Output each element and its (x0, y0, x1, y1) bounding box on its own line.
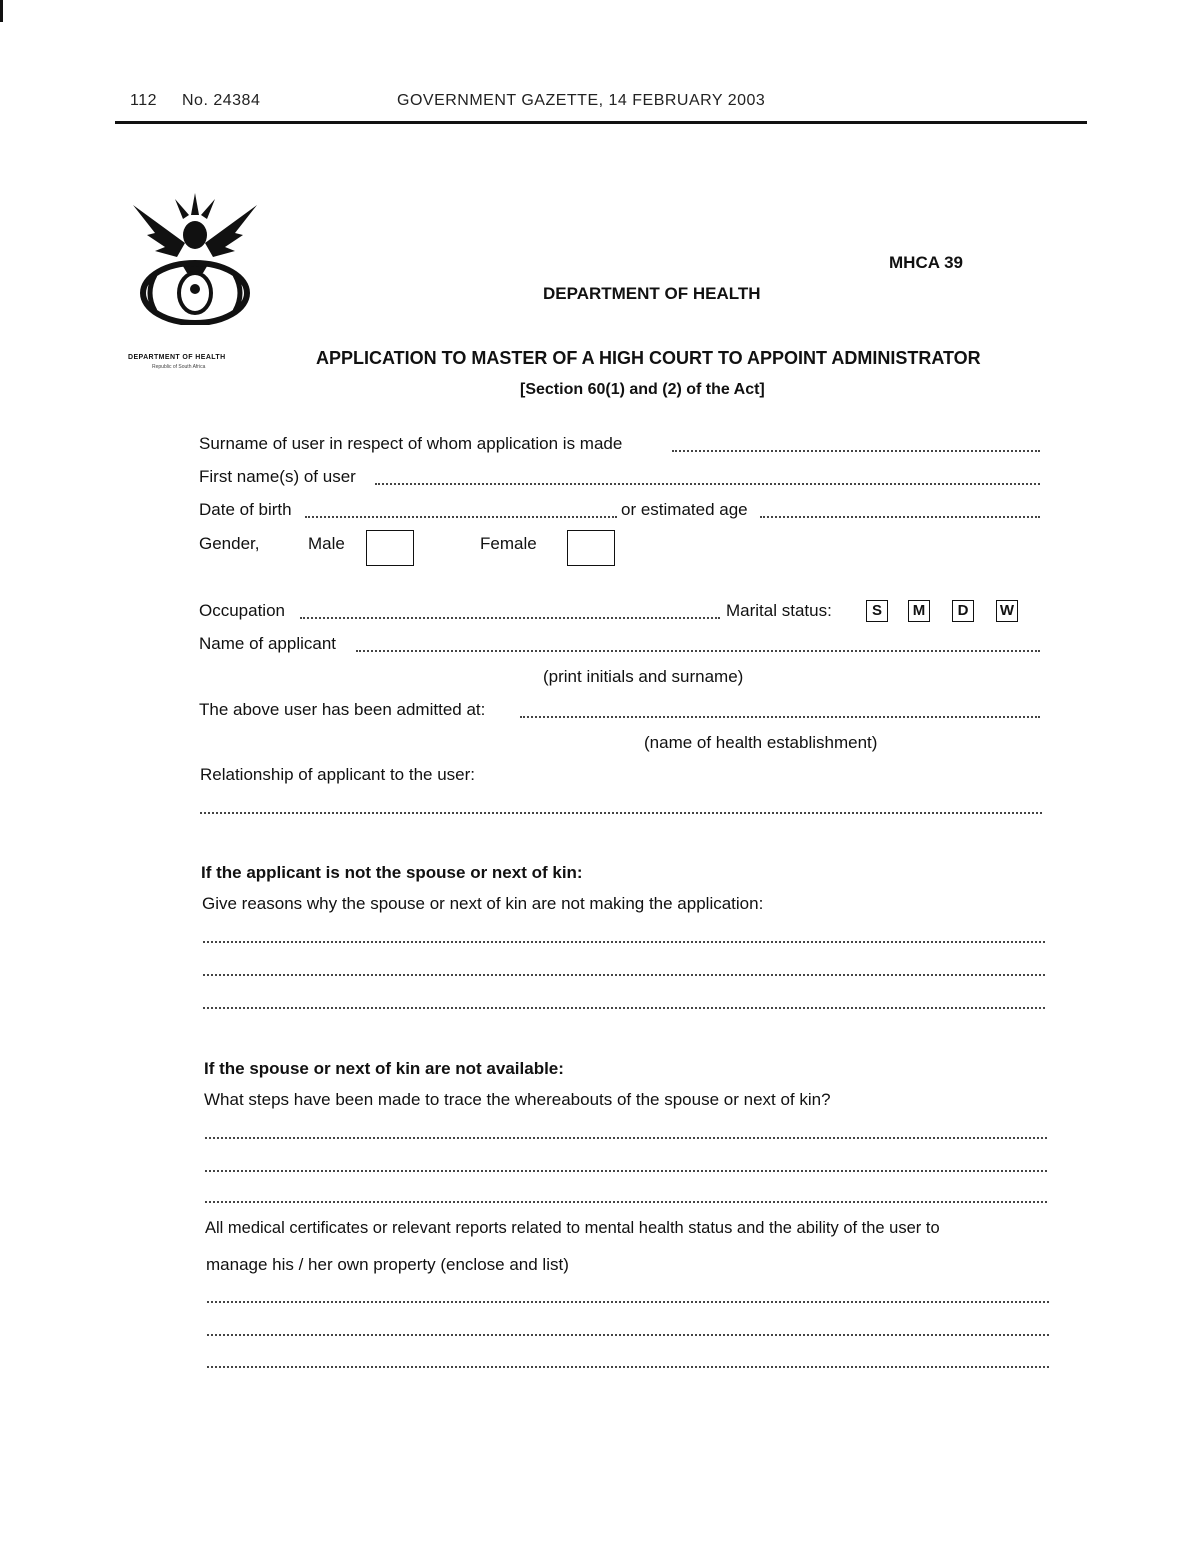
form-subtitle: [Section 60(1) and (2) of the Act] (520, 381, 765, 398)
not-available-heading: If the spouse or next of kin are not available: (204, 1059, 564, 1078)
admitted-at-label: The above user has been admitted at: (199, 700, 486, 719)
male-checkbox[interactable] (366, 530, 414, 566)
female-label: Female (480, 534, 537, 553)
applicant-name-field[interactable] (356, 650, 1040, 652)
surname-field[interactable] (672, 450, 1040, 452)
not-available-question: What steps have been made to trace the whereabouts of the spouse or next of kin? (204, 1090, 831, 1109)
certificates-text-line-2: manage his / her own property (enclose and list) (206, 1255, 569, 1274)
dob-label: Date of birth (199, 500, 292, 519)
admitted-at-field[interactable] (520, 716, 1040, 718)
gazette-page-number: 112 (130, 92, 158, 109)
relationship-field[interactable] (200, 812, 1042, 814)
form-code: MHCA 39 (889, 253, 963, 272)
marital-status-label: Marital status: (726, 601, 832, 620)
coat-of-arms-logo (125, 185, 265, 325)
scan-edge-mark (0, 0, 3, 22)
applicant-name-label: Name of applicant (199, 634, 337, 653)
not-available-answer-line-2[interactable] (205, 1170, 1047, 1172)
not-spouse-answer-line-1[interactable] (203, 941, 1045, 943)
form-title: APPLICATION TO MASTER OF A HIGH COURT TO APPOINT ADMINISTRATOR (316, 348, 981, 368)
occupation-label: Occupation (199, 601, 285, 620)
admitted-at-hint: (name of health establishment) (644, 733, 878, 752)
estimated-age-label: or estimated age (621, 500, 748, 519)
logo-caption: DEPARTMENT OF HEALTH (128, 354, 226, 361)
department-heading: DEPARTMENT OF HEALTH (543, 284, 761, 303)
not-spouse-answer-line-3[interactable] (203, 1007, 1045, 1009)
not-spouse-answer-line-2[interactable] (203, 974, 1045, 976)
certificates-text-line-1: All medical certificates or relevant reports related to mental health status and the ability of the user to (205, 1219, 940, 1237)
not-spouse-heading: If the applicant is not the spouse or next of kin: (201, 863, 583, 882)
gender-label: Gender, (199, 534, 260, 553)
applicant-name-hint: (print initials and surname) (543, 667, 744, 686)
first-names-label: First name(s) of user (199, 467, 356, 486)
not-spouse-question: Give reasons why the spouse or next of kin are not making the application: (202, 894, 764, 913)
certificates-list-line-1[interactable] (207, 1301, 1049, 1303)
certificates-list-line-2[interactable] (207, 1334, 1049, 1336)
header-rule (115, 121, 1087, 124)
male-label: Male (308, 534, 345, 553)
marital-status-married-box[interactable]: M (908, 600, 930, 622)
marital-status-widowed-box[interactable]: W (996, 600, 1018, 622)
certificates-list-line-3[interactable] (207, 1366, 1049, 1368)
relationship-label: Relationship of applicant to the user: (200, 765, 476, 784)
female-checkbox[interactable] (567, 530, 615, 566)
gazette-issue-number: No. 24384 (182, 92, 261, 109)
gazette-title: GOVERNMENT GAZETTE, 14 FEBRUARY 2003 (397, 92, 766, 109)
estimated-age-field[interactable] (760, 516, 1040, 518)
dob-field[interactable] (305, 516, 617, 518)
not-available-answer-line-3[interactable] (205, 1201, 1047, 1203)
not-available-answer-line-1[interactable] (205, 1137, 1047, 1139)
first-names-field[interactable] (375, 483, 1040, 485)
surname-label: Surname of user in respect of whom application is made (199, 434, 623, 453)
occupation-field[interactable] (300, 617, 720, 619)
marital-status-single-box[interactable]: S (866, 600, 888, 622)
logo-subcaption: Republic of South Africa (152, 364, 206, 370)
marital-status-divorced-box[interactable]: D (952, 600, 974, 622)
